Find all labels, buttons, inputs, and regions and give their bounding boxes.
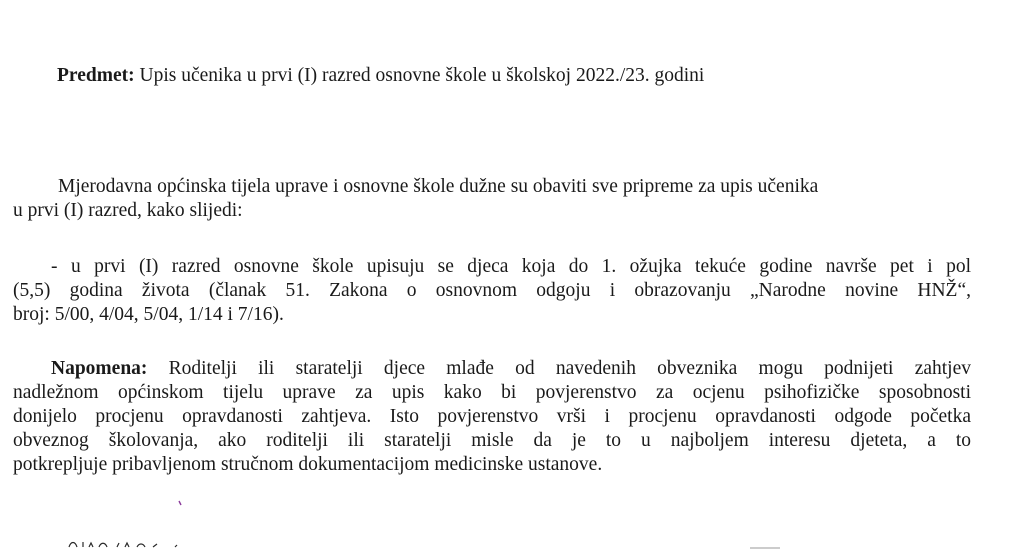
intro-line-1: Mjerodavna općinska tijela uprave i osnovne škole dužne su obaviti sve pripreme za upis učenika	[58, 176, 819, 197]
rule-bullet-dash: -	[51, 256, 58, 277]
rule-line-3: broj: 5/00, 4/04, 5/04, 1/14 i 7/16).	[13, 304, 284, 325]
note-line-3: donijelo procjenu opravdanosti zahtjeva. Isto povjerenstvo vrši i procjenu opravdanosti odgode početka	[13, 406, 971, 427]
note-line-4: obveznog školovanja, ako roditelji ili staratelji misle da je to u najboljem interesu djeteta, a to	[13, 430, 971, 451]
intro-line-2: u prvi (I) razred, kako slijedi:	[13, 200, 243, 221]
intro-paragraph	[13, 175, 973, 223]
note-line-1	[13, 357, 971, 381]
rule-line-1	[13, 255, 971, 279]
note-line-2: nadležnom općinskom tijelu uprave za upis kako bi povjerenstvo za ocjenu psihofizičke sposobnosti	[13, 382, 971, 403]
subject-label: Predmet:	[57, 65, 135, 86]
rule-line-1-text: u prvi (I) razred osnovne škole upisuju se djeca koja do 1. ožujka tekuće godine navrše pet i pol	[71, 256, 971, 277]
rule-line-2: (5,5) godina života (članak 51. Zakona o osnovnom odgoju i obrazovanju „Narodne novine HNŽ“,	[13, 280, 971, 301]
subject-text: Upis učenika u prvi (I) razred osnovne škole u školskoj 2022./23. godini	[134, 65, 705, 86]
cut-off-text-fragment	[65, 538, 195, 549]
note-paragraph	[13, 357, 971, 477]
note-line-1-text: Roditelji ili staratelji djece mlađe od navedenih obveznika mogu podnijeti zahtjev	[147, 358, 971, 379]
pen-mark-icon	[178, 500, 184, 506]
cut-off-stamp-fragment	[740, 543, 790, 549]
subject-line	[57, 64, 704, 88]
note-label: Napomena:	[51, 358, 148, 379]
enrollment-rule-paragraph	[13, 255, 971, 327]
note-line-5: potkrepljuje pribavljenom stručnom dokumentacijom medicinske ustanove.	[13, 454, 603, 475]
